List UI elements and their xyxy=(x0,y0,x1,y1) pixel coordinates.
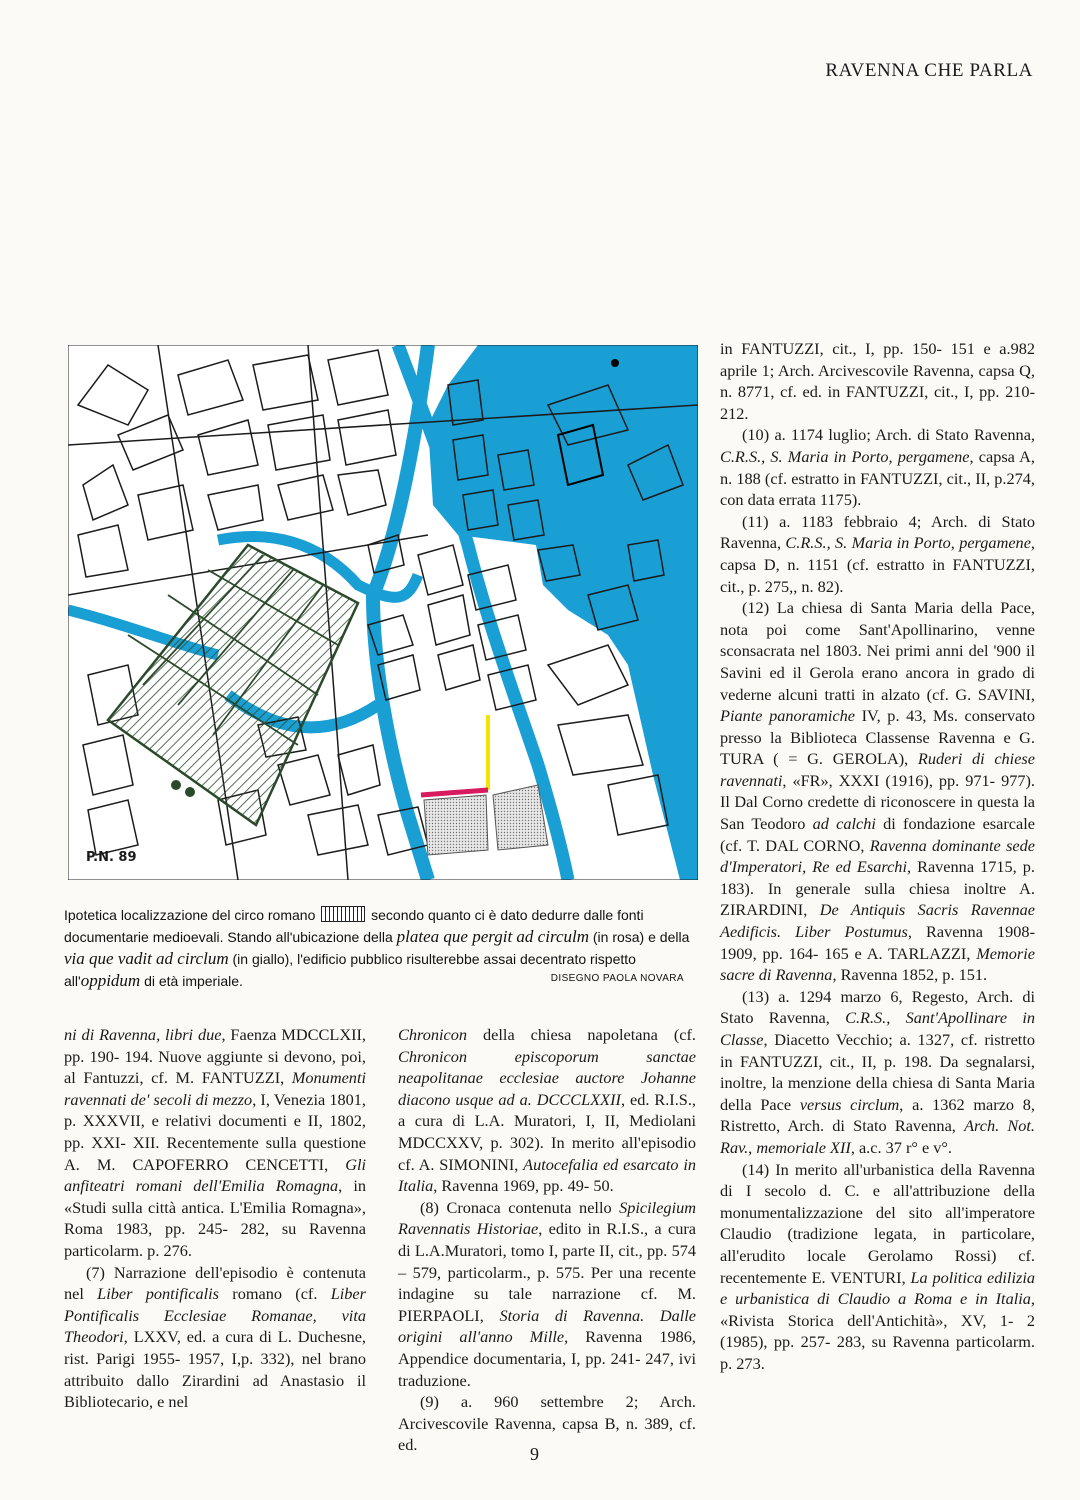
footnote-paragraph: ni di Ravenna, libri due, Faenza MDCCLXII, pp. 190- 194. Nuove aggiunte si devono, poi, al Fantuzzi, cf. M. FANTUZZI, Monumenti ravennati de' secoli di mezzo, I, Venezia 1801, p. XXXVII, e relativi documenti e II, 1802, pp. XXI- XII. Recentemente sulla questione A. M. CAPOFERRO CENCETTI, Gli anfiteatri romani dell'Emilia Romagna, in «Studi sulla città antica. L'Emilia Romagna», Roma 1983, pp. 245- 282, su Ravenna particolarm. p. 276. xyxy=(64,1025,367,1260)
footnote-paragraph: (13) a. 1294 marzo 6, Regesto, Arch. di Stato Ravenna, C.R.S., Sant'Apollinare in Classe, Diacetto Vecchio; a. 1327, cf. ristretto in FANTUZZI, cit., II, p. 198. Da segnalarsi, inoltre, la menzione della chiesa di Santa Maria della Pace versus circlum, a. 1362 marzo 8, Ristretto, Arch. di Stato Ravenna, Arch. Not. Rav., memoriale XII, a.c. 37 r° e v°. xyxy=(720,986,1036,1157)
map-signature: P.N. 89 xyxy=(86,850,137,865)
caption-giallo: (in giallo), l'edificio pubblico risulterebbe assai decentrato rispetto all' xyxy=(64,951,636,989)
caption-part2: secondo quanto ci è dato dedurre dalle fonti documentarie medioevali. Stando all'ubicazione della xyxy=(64,907,644,945)
caption-end: di età imperiale. xyxy=(144,973,243,989)
footnote-paragraph: (11) a. 1183 febbraio 4; Arch. di Stato Ravenna, C.R.S., S. Maria in Porto, pergamene, capsa D, n. 1151 (cf. estratto in FANTUZZI, cit., p. 275,, n. 82). xyxy=(720,511,1035,596)
map-figure xyxy=(68,345,698,880)
figure-credit: DISEGNO PAOLA NOVARA xyxy=(550,973,684,984)
footnote-paragraph: (10) a. 1174 luglio; Arch. di Stato Ravenna, C.R.S., S. Maria in Porto, pergamene, capsa A, n. 188 (cf. estratto in FANTUZZI, cit., II, p.274, con data errata 1175). xyxy=(720,425,1035,510)
hatch-legend-icon xyxy=(321,906,365,922)
caption-rosa: (in rosa) e della xyxy=(592,929,690,945)
footnote-paragraph: (9) a. 960 settembre 2; Arch. Arcivescovile Ravenna, capsa B, n. 389, cf. ed. xyxy=(398,1392,696,1455)
map-drawing xyxy=(68,345,698,880)
footnote-paragraph: (12) La chiesa di Santa Maria della Pace, nota poi come Sant'Apollinarino, venne sconsacrata nel 1803. Nei primi anni del '900 il Savini ed il Gerola erano ancora in grado di vederne alcuni tratti in alzato (cf. G. SAVINI, Piante panoramiche IV, p. 43, Ms. conservato presso la Biblioteca Classense Ravenna e G. TURA ( = G. GEROLA), Ruderi di chiese ravennati, «FR», XXXI (1916), pp. 971- 977). Il Dal Corno credette di riconoscere in questa la San Teodoro ad calchi di fondazione esarcale (cf. T. DAL CORNO, Ravenna dominante sede d'Imperatori, Re ed Esarchi, Ravenna 1715, p. 183). In generale sulla chiesa inoltre A. ZIRARDINI, De Antiquis Sacris Ravennae Aedificis. Liber Postumus, Ravenna 1908- 1909, pp. 164- 165 e A. TARLAZZI, Memorie sacre di Ravenna, Ravenna 1852, p. 151. xyxy=(720,598,1036,985)
running-head: RAVENNA CHE PARLA xyxy=(825,60,1033,81)
footnote-paragraph: Chronicon della chiesa napoletana (cf. Chronicon episcoporum sanctae neapolitanae ecclesiae auctore Johanne diacono usque ad a. DCCCLXXII, ed. R.I.S., a cura di L.A. Muratori, I, II, Mediolani MDCCXXV, p. 302). In merito all'episodio cf. A. SIMONINI, Autocefalia ed esarcato in Italia, Ravenna 1969, pp. 49- 50. xyxy=(398,1025,697,1196)
footnote-paragraph: (14) In merito all'urbanistica della Ravenna di I secolo d. C. e all'attribuzione della monumentalizzazione del sito all'imperatore Claudio (tradizione legata, in particolare, all'erudito locale Gerolamo Rossi) cf. recentemente E. VENTURI, La politica edilizia e urbanistica di Claudio a Roma e in Italia, «Rivista Storica dell'Antichità», XV, 1- 2 (1985), pp. 257- 283, su Ravenna particolarm. p. 273. xyxy=(720,1159,1035,1373)
caption-part1: Ipotetica localizzazione del circo romano xyxy=(64,907,316,923)
footnote-paragraph: (8) Cronaca contenuta nello Spicilegium Ravennatis Historiae, edito in R.I.S., a cura di L.A.Muratori, tomo I, parte II, cit., pp. 574 – 579, particolarm., p. 575. Per una recente indagine su tale narrazione cf. M. PIERPAOLI, Storia di Ravenna. Dalle origini all'anno Mille, Ravenna 1986, Appendice documentaria, I, pp. 241- 247, ivi traduzione. xyxy=(398,1197,697,1390)
page-number: 9 xyxy=(530,1444,539,1464)
footnotes-middle-column xyxy=(398,1024,696,1456)
footnote-paragraph: in FANTUZZI, cit., I, pp. 150- 151 e a.982 aprile 1; Arch. Arcivescovile Ravenna, capsa Q, n. 8771, cf. ed. in FANTUZZI, cit., I, pp. 210- 212. xyxy=(720,339,1035,423)
caption-platea: platea que pergit ad circulm xyxy=(396,927,589,946)
footnotes-right-column xyxy=(720,338,1035,1375)
footnote-paragraph: (7) Narrazione dell'episodio è contenuta nel Liber pontificalis romano (cf. Liber Pontificalis Ecclesiae Romanae, vita Theodori, LXXV, ed. a cura di L. Duchesne, rist. Parigi 1955- 1957, I,p. 332), nel brano attribuito dallo Zirardini ad Anastasio il Bibliotecario, e nel xyxy=(64,1262,366,1412)
caption-oppidum: oppidum xyxy=(80,971,141,990)
figure-caption xyxy=(64,905,694,992)
caption-via: via que vadit ad circlum xyxy=(64,949,229,968)
footnotes-left-column xyxy=(64,1024,366,1413)
